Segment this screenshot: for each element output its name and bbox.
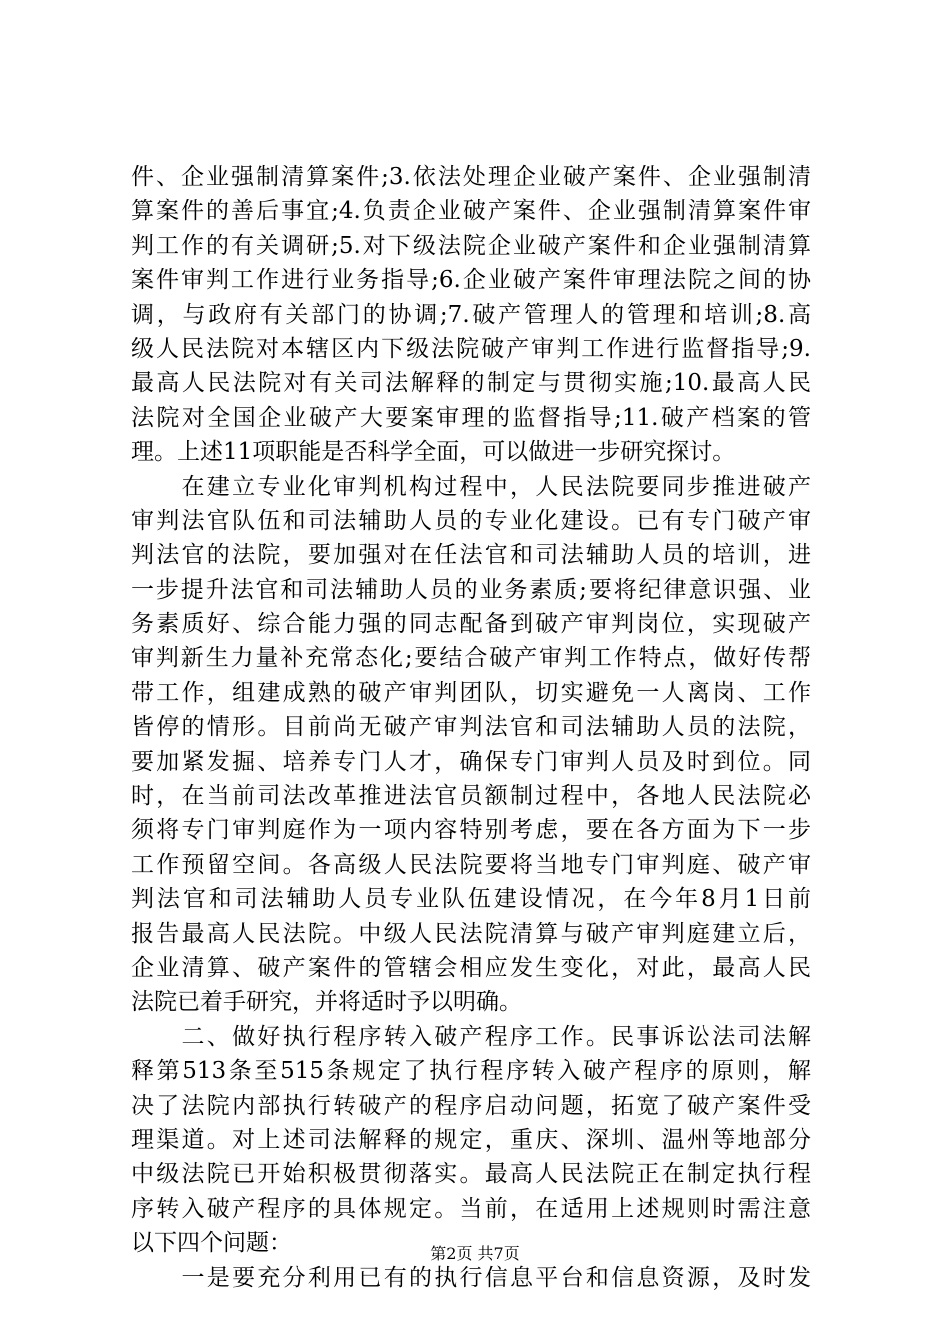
body-text — [131, 160, 811, 1295]
text-line: 审判新生力量补充常态化;要结合破产审判工作特点，做好传帮 — [131, 645, 811, 672]
text-line: 务素质好、综合能力强的同志配备到破产审判岗位，实现破产 — [131, 611, 811, 638]
text-line: 工作预留空间。各高级人民法院要将当地专门审判庭、破产审 — [131, 851, 811, 878]
text-line: 判法官的法院，要加强对在任法官和司法辅助人员的培训，进 — [131, 542, 811, 569]
text-line: 决了法院内部执行转破产的程序启动问题，拓宽了破产案件受 — [131, 1092, 811, 1119]
text-line: 须将专门审判庭作为一项内容特别考虑，要在各方面为下一步 — [131, 817, 811, 844]
page-number-footer: 第2页 共7页 — [430, 1244, 520, 1263]
text-line: 中级法院已开始积极贯彻落实。最高人民法院正在制定执行程 — [131, 1161, 811, 1188]
text-line: 最高人民法院对有关司法解释的制定与贯彻实施;10.最高人民 — [131, 370, 811, 397]
text-line: 案件审判工作进行业务指导;6.企业破产案件审理法院之间的协 — [131, 267, 811, 294]
text-line: 级人民法院对本辖区内下级法院破产审判工作进行监督指导;9. — [131, 335, 811, 362]
text-line: 审判法官队伍和司法辅助人员的专业化建设。已有专门破产审 — [131, 507, 811, 534]
text-line: 带工作，组建成熟的破产审判团队，切实避免一人离岗、工作 — [131, 679, 811, 706]
text-line: 理。上述11项职能是否科学全面，可以做进一步研究探讨。 — [131, 439, 736, 466]
text-line: 企业清算、破产案件的管辖会相应发生变化，对此，最高人民 — [131, 954, 811, 981]
text-line: 报告最高人民法院。中级人民法院清算与破产审判庭建立后， — [131, 920, 811, 947]
text-line: 以下四个问题： — [131, 1230, 292, 1257]
text-line: 释第513条至515条规定了执行程序转入破产程序的原则，解 — [131, 1058, 811, 1085]
text-line: 时，在当前司法改革推进法官员额制过程中，各地人民法院必 — [131, 783, 811, 810]
text-line: 判法官和司法辅助人员专业队伍建设情况，在今年8月1日前 — [131, 886, 811, 913]
text-line: 理渠道。对上述司法解释的规定，重庆、深圳、温州等地部分 — [131, 1126, 811, 1153]
text-line: 判工作的有关调研;5.对下级法院企业破产案件和企业强制清算 — [131, 232, 811, 259]
text-line: 要加紧发掘、培养专门人才，确保专门审判人员及时到位。同 — [131, 748, 811, 775]
text-line: 一步提升法官和司法辅助人员的业务素质;要将纪律意识强、业 — [131, 576, 811, 603]
text-line: 一是要充分利用已有的执行信息平台和信息资源，及时发 — [131, 1264, 811, 1291]
text-line: 法院已着手研究，并将适时予以明确。 — [131, 989, 522, 1016]
text-line: 二、做好执行程序转入破产程序工作。民事诉讼法司法解 — [131, 1023, 811, 1050]
text-line: 件、企业强制清算案件;3.依法处理企业破产案件、企业强制清 — [131, 164, 811, 190]
text-line: 法院对全国企业破产大要案审理的监督指导;11.破产档案的管 — [131, 404, 811, 431]
text-line: 皆停的情形。目前尚无破产审判法官和司法辅助人员的法院， — [131, 714, 811, 741]
text-line: 在建立专业化审判机构过程中，人民法院要同步推进破产 — [131, 473, 811, 500]
text-line: 算案件的善后事宜;4.负责企业破产案件、企业强制清算案件审 — [131, 198, 811, 225]
text-line: 调，与政府有关部门的协调;7.破产管理人的管理和培训;8.高 — [131, 301, 811, 328]
text-line: 序转入破产程序的具体规定。当前，在适用上述规则时需注意 — [131, 1195, 811, 1222]
